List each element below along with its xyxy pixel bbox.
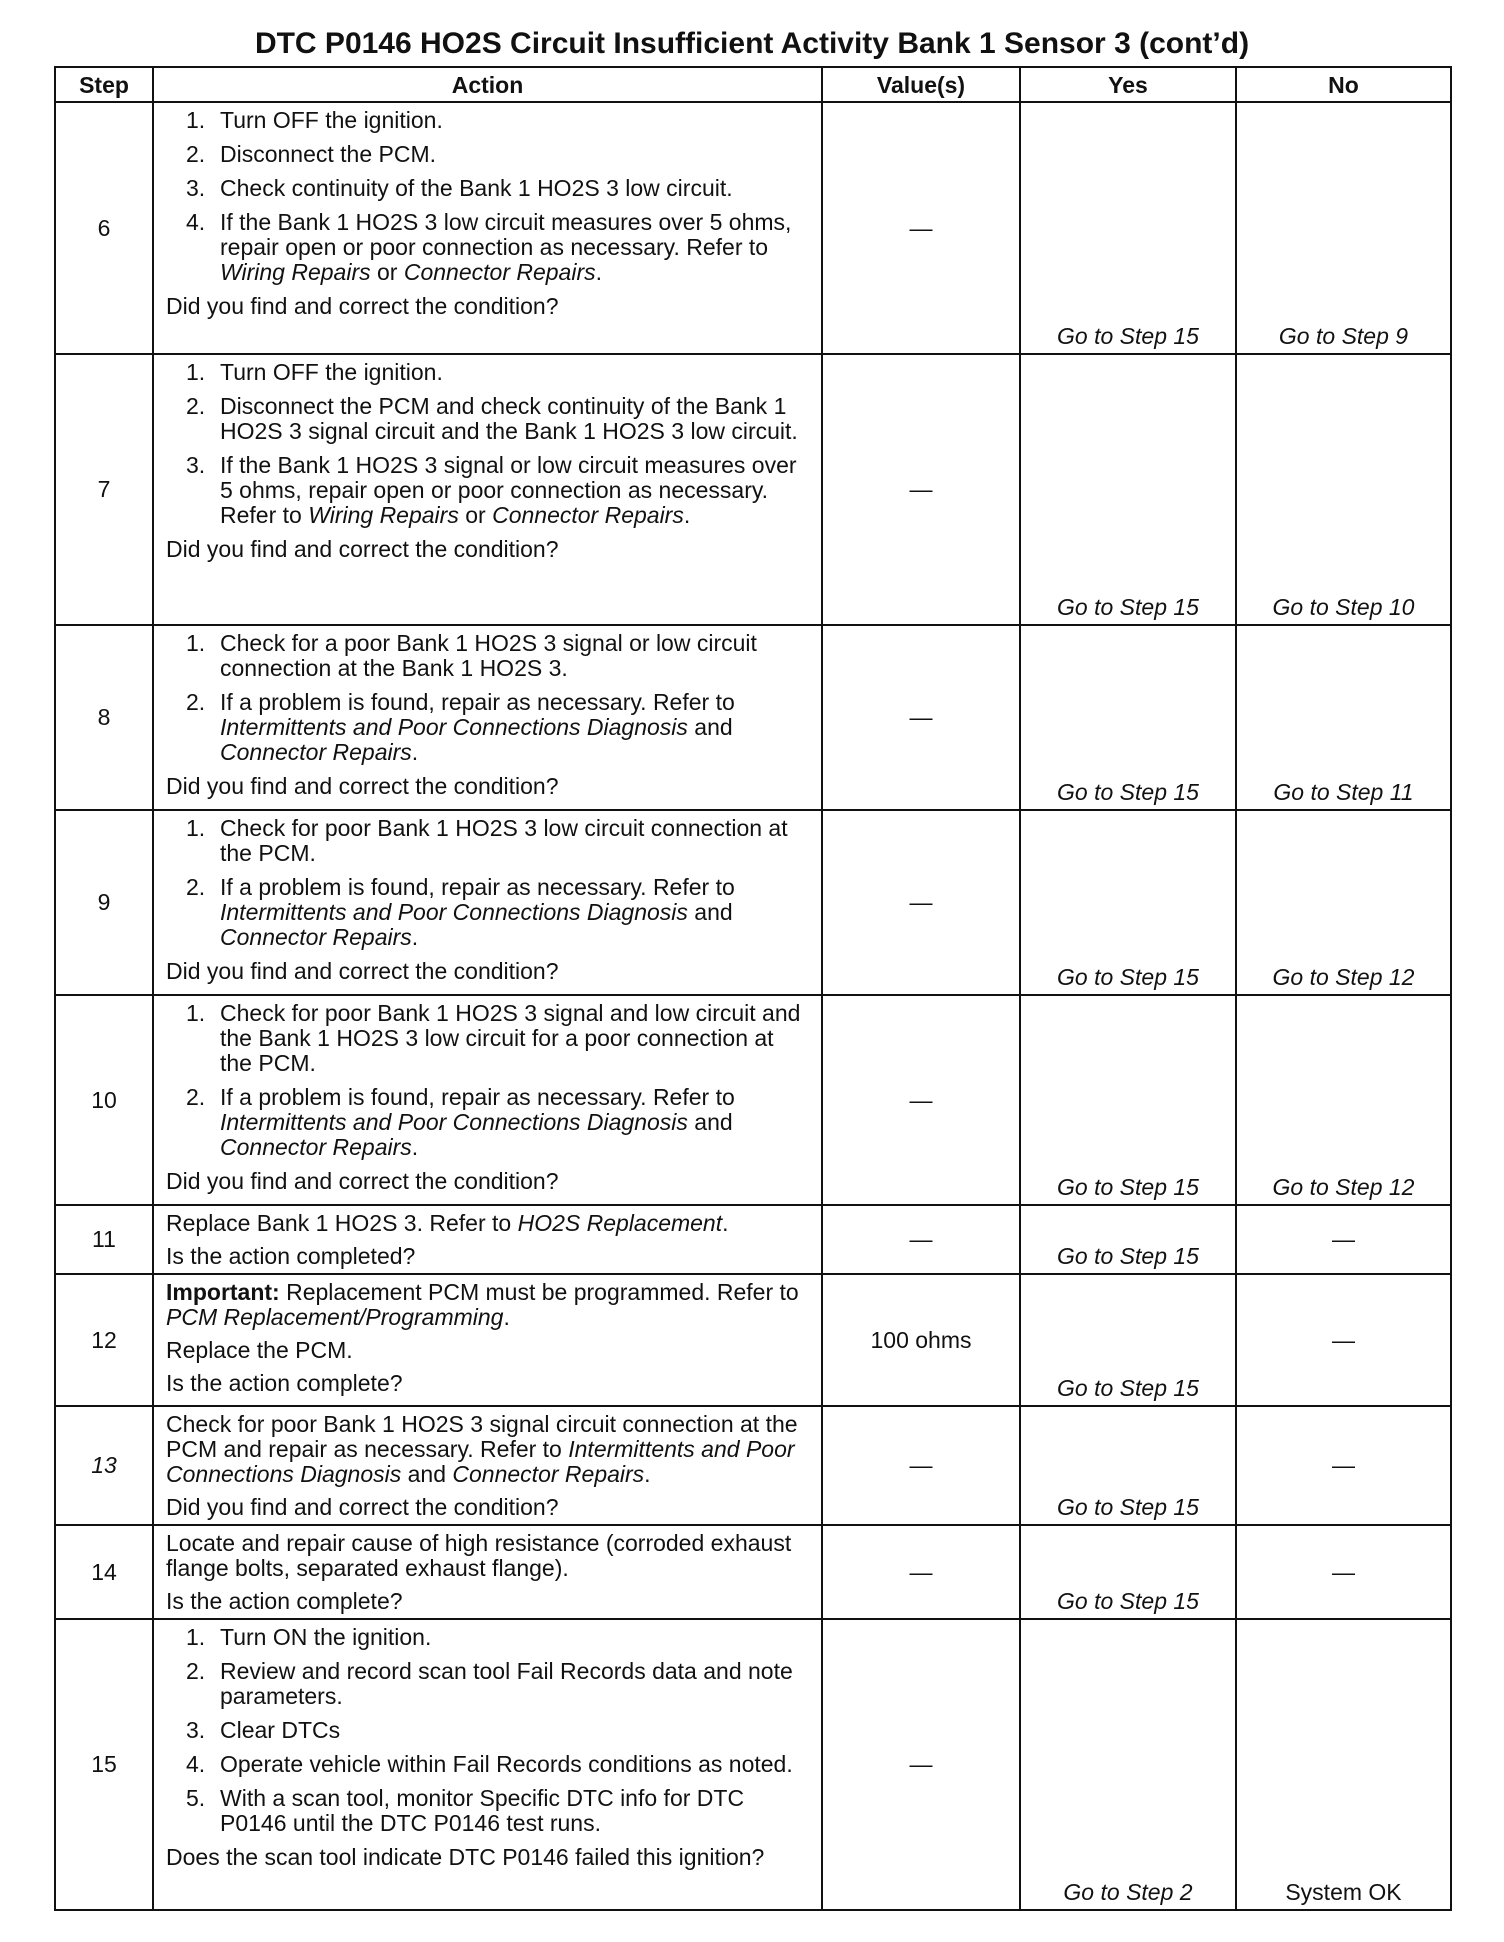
no-cell bbox=[1236, 354, 1451, 625]
action-item: 1. Turn OFF the ignition. bbox=[186, 359, 443, 385]
yes-cell bbox=[1020, 810, 1236, 995]
step-row-10 bbox=[55, 995, 1451, 1205]
header-no: No bbox=[1236, 67, 1451, 102]
reference-link: Intermittents and Poor Connections Diagnosis bbox=[166, 1436, 795, 1487]
no-outcome: System OK bbox=[1285, 1879, 1402, 1905]
action-item: 3. Check continuity of the Bank 1 HO2S 3 low circuit. bbox=[186, 175, 733, 201]
step-row-9 bbox=[55, 810, 1451, 995]
no-outcome: Go to Step 11 bbox=[1273, 779, 1414, 805]
no-outcome: Go to Step 12 bbox=[1272, 1174, 1415, 1200]
step-row-7 bbox=[55, 354, 1451, 625]
yes-outcome: Go to Step 15 bbox=[1057, 1494, 1199, 1520]
step-number: 6 bbox=[55, 102, 153, 354]
value-cell: — bbox=[822, 995, 1020, 1205]
action-question: Did you find and correct the condition? bbox=[166, 1494, 559, 1520]
yes-outcome: Go to Step 15 bbox=[1057, 1375, 1199, 1401]
action-item: 3. Clear DTCs bbox=[186, 1717, 341, 1743]
yes-outcome: Go to Step 15 bbox=[1057, 779, 1199, 805]
action-cell bbox=[153, 1619, 822, 1910]
reference-link: Wiring Repairs bbox=[308, 502, 459, 528]
yes-cell bbox=[1020, 1205, 1236, 1274]
important-note: Important: Replacement PCM must be programmed. Refer to PCM Replacement/Programming. bbox=[166, 1279, 799, 1330]
action-item: 5. With a scan tool, monitor Specific DTC info for DTC P0146 until the DTC P0146 test runs. bbox=[186, 1785, 745, 1836]
reference-link: Connector Repairs bbox=[220, 924, 412, 950]
value-cell: — bbox=[822, 810, 1020, 995]
reference-link: HO2S Replacement bbox=[517, 1210, 723, 1236]
action-cell bbox=[153, 1525, 822, 1619]
step-number: 14 bbox=[55, 1525, 153, 1619]
yes-cell bbox=[1020, 625, 1236, 810]
step-row-15 bbox=[55, 1619, 1451, 1910]
action-item: 4. Operate vehicle within Fail Records conditions as noted. bbox=[186, 1751, 793, 1777]
step-number: 7 bbox=[55, 354, 153, 625]
action-question: Did you find and correct the condition? bbox=[166, 293, 559, 319]
value-cell: — bbox=[822, 1205, 1020, 1274]
header-action: Action bbox=[153, 67, 822, 102]
yes-outcome: Go to Step 15 bbox=[1057, 1243, 1199, 1269]
yes-cell bbox=[1020, 1525, 1236, 1619]
yes-outcome: Go to Step 15 bbox=[1057, 964, 1199, 990]
step-number: 8 bbox=[55, 625, 153, 810]
action-question: Is the action completed? bbox=[166, 1243, 416, 1269]
value-cell: — bbox=[822, 354, 1020, 625]
step-row-6 bbox=[55, 102, 1451, 354]
yes-outcome: Go to Step 15 bbox=[1057, 594, 1199, 620]
action-item: 1. Check for poor Bank 1 HO2S 3 low circuit connection at the PCM. bbox=[186, 815, 788, 866]
step-number: 12 bbox=[55, 1274, 153, 1406]
action-cell bbox=[153, 1274, 822, 1406]
value-cell: — bbox=[822, 1525, 1020, 1619]
reference-link: Connector Repairs bbox=[492, 502, 684, 528]
yes-outcome: Go to Step 15 bbox=[1057, 1588, 1199, 1614]
yes-outcome: Go to Step 15 bbox=[1057, 323, 1199, 349]
action-item: 2. If a problem is found, repair as necessary. Refer to Intermittents and Poor Connections Diagnosis and Connector Repairs. bbox=[186, 1084, 735, 1160]
value-cell: — bbox=[822, 102, 1020, 354]
header-yes: Yes bbox=[1020, 67, 1236, 102]
no-cell bbox=[1236, 995, 1451, 1205]
action-text: Locate and repair cause of high resistance (corroded exhaust flange bolts, separated exhaust flange). bbox=[166, 1530, 792, 1581]
action-text: Replace Bank 1 HO2S 3. Refer to HO2S Replacement. bbox=[166, 1210, 729, 1236]
header-values: Value(s) bbox=[822, 67, 1020, 102]
value-cell: 100 ohms bbox=[822, 1274, 1020, 1406]
action-question: Is the action complete? bbox=[166, 1370, 403, 1396]
step-row-8 bbox=[55, 625, 1451, 810]
yes-outcome: Go to Step 15 bbox=[1057, 1174, 1199, 1200]
no-cell bbox=[1236, 1619, 1451, 1910]
yes-cell bbox=[1020, 354, 1236, 625]
step-row-14 bbox=[55, 1525, 1451, 1619]
action-cell bbox=[153, 1406, 822, 1525]
page-title: DTC P0146 HO2S Circuit Insufficient Activity Bank 1 Sensor 3 (cont’d) bbox=[254, 27, 1250, 60]
value-cell: — bbox=[822, 625, 1020, 810]
step-row-11 bbox=[55, 1205, 1451, 1274]
action-question: Did you find and correct the condition? bbox=[166, 958, 559, 984]
yes-cell bbox=[1020, 102, 1236, 354]
step-number: 15 bbox=[55, 1619, 153, 1910]
action-cell bbox=[153, 810, 822, 995]
no-cell: — bbox=[1236, 1274, 1451, 1406]
action-question: Did you find and correct the condition? bbox=[166, 536, 559, 562]
reference-link: Intermittents and Poor Connections Diagnosis bbox=[220, 1109, 688, 1135]
action-cell bbox=[153, 625, 822, 810]
reference-link: Connector Repairs bbox=[403, 259, 596, 285]
no-cell: — bbox=[1236, 1406, 1451, 1525]
important-label: Important: bbox=[166, 1279, 280, 1305]
step-number: 10 bbox=[55, 995, 153, 1205]
action-item: 1. Check for poor Bank 1 HO2S 3 signal and low circuit and the Bank 1 HO2S 3 low circuit for a poor connection at the PCM. bbox=[186, 1000, 801, 1076]
action-item: 2. Review and record scan tool Fail Records data and note parameters. bbox=[186, 1658, 793, 1709]
header-step: Step bbox=[55, 67, 153, 102]
action-question: Did you find and correct the condition? bbox=[166, 773, 559, 799]
action-question: Is the action complete? bbox=[166, 1588, 403, 1614]
no-outcome: Go to Step 12 bbox=[1272, 964, 1415, 990]
no-cell bbox=[1236, 102, 1451, 354]
value-cell: — bbox=[822, 1619, 1020, 1910]
reference-link: Connector Repairs bbox=[220, 739, 412, 765]
action-cell bbox=[153, 1205, 822, 1274]
action-cell bbox=[153, 354, 822, 625]
yes-cell bbox=[1020, 995, 1236, 1205]
diagnostic-table bbox=[54, 66, 1452, 1911]
step-number: 9 bbox=[55, 810, 153, 995]
reference-link: PCM Replacement/Programming bbox=[166, 1304, 504, 1330]
action-text: Replace the PCM. bbox=[166, 1337, 353, 1363]
action-item: 1. Turn ON the ignition. bbox=[186, 1624, 432, 1650]
action-item: 1. Turn OFF the ignition. bbox=[186, 107, 443, 133]
reference-link: Intermittents and Poor Connections Diagnosis bbox=[220, 714, 688, 740]
action-cell bbox=[153, 995, 822, 1205]
yes-cell bbox=[1020, 1406, 1236, 1525]
header-row bbox=[55, 67, 1451, 102]
no-cell: — bbox=[1236, 1525, 1451, 1619]
action-text: Check for poor Bank 1 HO2S 3 signal circuit connection at the PCM and repair as necessary. Refer to Intermittents and Poor Connections Diagnosis and Connector Repairs. bbox=[166, 1411, 798, 1487]
no-outcome: Go to Step 10 bbox=[1272, 594, 1415, 620]
action-item: 1. Check for a poor Bank 1 HO2S 3 signal or low circuit connection at the Bank 1 HO2S 3. bbox=[186, 630, 757, 681]
no-outcome: Go to Step 9 bbox=[1278, 323, 1409, 349]
action-item: 2. Disconnect the PCM. bbox=[186, 141, 437, 167]
action-item: 2. Disconnect the PCM and check continuity of the Bank 1 HO2S 3 signal circuit and the Bank 1 HO2S 3 low circuit. bbox=[186, 393, 798, 444]
yes-outcome: Go to Step 2 bbox=[1063, 1879, 1193, 1905]
reference-link: Connector Repairs bbox=[452, 1461, 645, 1487]
reference-link: Intermittents and Poor Connections Diagnosis bbox=[220, 899, 688, 925]
action-cell bbox=[153, 102, 822, 354]
yes-cell bbox=[1020, 1274, 1236, 1406]
value-cell: — bbox=[822, 1406, 1020, 1525]
action-question: Did you find and correct the condition? bbox=[166, 1168, 559, 1194]
no-cell: — bbox=[1236, 1205, 1451, 1274]
step-number: 13 bbox=[55, 1406, 153, 1525]
action-item: 4. If the Bank 1 HO2S 3 low circuit measures over 5 ohms, repair open or poor connection as necessary. Refer to Wiring Repairs or Connector Repairs. bbox=[186, 209, 792, 285]
action-item: 3. If the Bank 1 HO2S 3 signal or low circuit measures over 5 ohms, repair open or poor connection as necessary. Refer to Wiring Repairs or Connector Repairs. bbox=[186, 452, 797, 528]
no-cell bbox=[1236, 810, 1451, 995]
step-row-12 bbox=[55, 1274, 1451, 1406]
reference-link: Connector Repairs bbox=[220, 1134, 412, 1160]
yes-cell bbox=[1020, 1619, 1236, 1910]
action-item: 2. If a problem is found, repair as necessary. Refer to Intermittents and Poor Connections Diagnosis and Connector Repairs. bbox=[186, 689, 735, 765]
step-number: 11 bbox=[55, 1205, 153, 1274]
step-row-13 bbox=[55, 1406, 1451, 1525]
action-question: Does the scan tool indicate DTC P0146 failed this ignition? bbox=[166, 1844, 765, 1870]
action-item: 2. If a problem is found, repair as necessary. Refer to Intermittents and Poor Connections Diagnosis and Connector Repairs. bbox=[186, 874, 735, 950]
no-cell bbox=[1236, 625, 1451, 810]
reference-link: Wiring Repairs bbox=[220, 259, 371, 285]
